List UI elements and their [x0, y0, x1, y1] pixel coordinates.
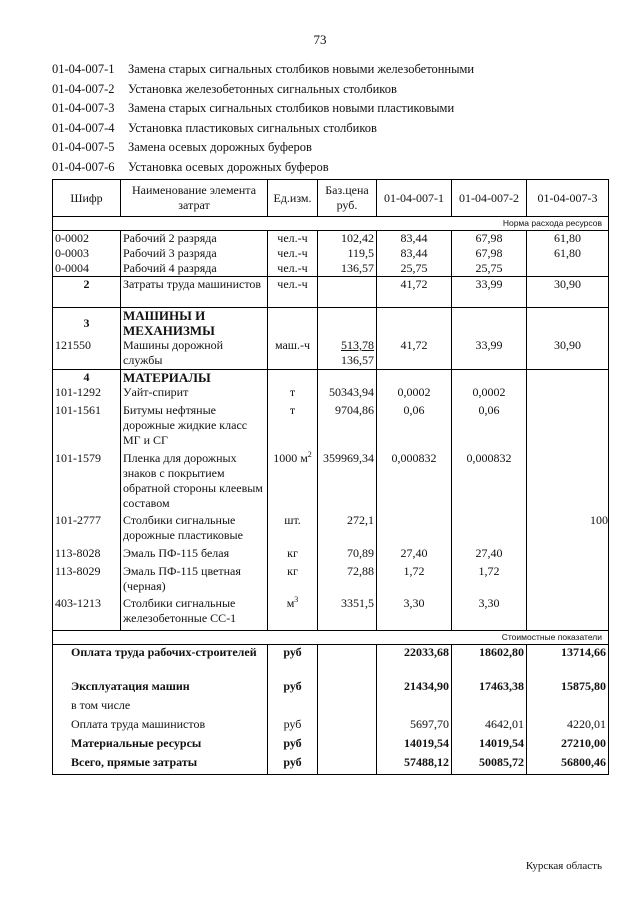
cell-name: Рабочий 3 разряда: [121, 246, 268, 261]
table-row: [53, 385, 609, 403]
cost-caption: Стоимостные показатели: [53, 631, 609, 645]
total-label: Эксплуатация машин: [53, 679, 268, 698]
col-header-c3: 01-04-007-3: [527, 180, 609, 217]
cell-unit: чел.-ч: [268, 246, 318, 261]
table-row: [53, 246, 609, 261]
total-unit: руб: [268, 679, 318, 698]
norm-caption-row: [53, 217, 609, 231]
total-c3: 27210,00: [527, 736, 609, 755]
cell-c1: 41,72: [377, 338, 452, 370]
total-label: Материальные ресурсы: [53, 736, 268, 755]
total-unit: руб: [268, 645, 318, 680]
cell-name: Столбики сигнальные железобетонные СС-1: [121, 596, 268, 631]
total-unit: руб: [268, 736, 318, 755]
cell-price: 50343,94: [318, 385, 377, 403]
cell-c2: 67,98: [452, 231, 527, 247]
cell-unit: т: [268, 403, 318, 451]
cell-code: 101-1561: [53, 403, 121, 451]
total-c3: 13714,66: [527, 645, 609, 680]
total-unit: руб: [268, 755, 318, 775]
header-code: 01-04-007-3: [52, 101, 115, 115]
total-c3: 4220,01: [527, 717, 609, 736]
header-line: [52, 60, 622, 80]
cell-price: [318, 338, 377, 370]
cell-unit: [268, 451, 318, 513]
cell-c1: 25,75: [377, 261, 452, 277]
cell-price: [318, 277, 377, 308]
cell-c1: 83,44: [377, 231, 452, 247]
cell-code: 403-1213: [53, 596, 121, 631]
cell-price: 9704,86: [318, 403, 377, 451]
table-row: [53, 596, 609, 631]
section-title: МАТЕРИАЛЫ: [121, 370, 268, 386]
total-c1: 21434,90: [377, 679, 452, 698]
cell-c3: 100: [527, 513, 609, 546]
unit-text: 1000 м: [273, 451, 308, 465]
cell-code: 121550: [53, 338, 121, 370]
header-code: 01-04-007-6: [52, 159, 115, 174]
cell-unit: [268, 596, 318, 631]
cell-unit: маш.-ч: [268, 338, 318, 370]
cell-c1: 3,30: [377, 596, 452, 631]
section-row: [53, 370, 609, 386]
cell-code: 0-0003: [53, 246, 121, 261]
header-code: 01-04-007-5: [52, 140, 115, 154]
cell-name: Пленка для дорожных знаков с покрытием обратной стороны клеевым составом: [121, 451, 268, 513]
header-text: Установка пластиковых сигнальных столбиков: [128, 120, 377, 135]
cell-c2: [452, 513, 527, 546]
total-label: Оплата труда машинистов: [53, 717, 268, 736]
cell-c3: [527, 403, 609, 451]
header-text: Установка железобетонных сигнальных столбиков: [128, 81, 397, 96]
cell-price: 359969,34: [318, 451, 377, 513]
resource-table: [52, 179, 609, 775]
header-text: Установка осевых дорожных буферов: [128, 159, 329, 174]
header-text: Замена старых сигнальных столбиков новыми железобетонными: [128, 62, 475, 76]
col-header-c1: 01-04-007-1: [377, 180, 452, 217]
unit-exponent: 3: [294, 595, 299, 604]
cell-price: 102,42: [318, 231, 377, 247]
cell-c2: 1,72: [452, 564, 527, 596]
cell-name: Эмаль ПФ-115 белая: [121, 546, 268, 564]
cell-c3: [527, 546, 609, 564]
cell-c1: 83,44: [377, 246, 452, 261]
total-c2: 50085,72: [452, 755, 527, 775]
unit-text: м: [286, 596, 295, 610]
cell-unit: кг: [268, 564, 318, 596]
cell-c2: 33,99: [452, 277, 527, 308]
col-header-c2: 01-04-007-2: [452, 180, 527, 217]
cell-price: 3351,5: [318, 596, 377, 631]
cell-price: 272,1: [318, 513, 377, 546]
header-code: 01-04-007-1: [52, 62, 115, 76]
header-line: [52, 119, 622, 139]
cell-c1: 27,40: [377, 546, 452, 564]
table-row: [53, 564, 609, 596]
table-row: [53, 231, 609, 247]
cell-c3: [527, 261, 609, 277]
cell-price: 119,5: [318, 246, 377, 261]
totals-row: [53, 679, 609, 698]
section-row: [53, 308, 609, 339]
cell-c3: [527, 564, 609, 596]
cell-code: 3: [53, 308, 121, 339]
cell-name: Столбики сигнальные дорожные пластиковые: [121, 513, 268, 546]
cell-unit: чел.-ч: [268, 277, 318, 308]
header-line: [52, 80, 622, 100]
table-row: [53, 338, 609, 370]
totals-row: [53, 645, 609, 680]
cell-name: Эмаль ПФ-115 цветная (черная): [121, 564, 268, 596]
cell-c2: 3,30: [452, 596, 527, 631]
cell-c2: 0,000832: [452, 451, 527, 513]
cell-code: 2: [53, 277, 121, 308]
table-row: [53, 546, 609, 564]
col-header-name: Наименование элемента затрат: [121, 180, 268, 217]
cell-price: 70,89: [318, 546, 377, 564]
cell-c3: 61,80: [527, 231, 609, 247]
unit-exponent: 2: [307, 450, 312, 459]
cell-unit: кг: [268, 546, 318, 564]
cell-name: Машины дорожной службы: [121, 338, 268, 370]
cell-code: 101-2777: [53, 513, 121, 546]
cell-code: 0-0002: [53, 231, 121, 247]
total-c2: 4642,01: [452, 717, 527, 736]
cell-c3: 30,90: [527, 277, 609, 308]
cell-c2: 33,99: [452, 338, 527, 370]
cell-c3: [527, 596, 609, 631]
table-row: [53, 277, 609, 308]
cell-code: 113-8029: [53, 564, 121, 596]
price-bottom: 136,57: [341, 353, 374, 367]
cell-c2: 67,98: [452, 246, 527, 261]
cell-c2: 25,75: [452, 261, 527, 277]
cell-c2: 0,0002: [452, 385, 527, 403]
header-text: Замена осевых дорожных буферов: [128, 140, 312, 154]
total-c3: 15875,80: [527, 679, 609, 698]
section-header-list: [52, 60, 622, 177]
cell-c1: 1,72: [377, 564, 452, 596]
header-line: [52, 99, 622, 119]
total-c2: 18602,80: [452, 645, 527, 680]
total-label: Всего, прямые затраты: [53, 755, 268, 775]
col-header-unit: Ед.изм.: [268, 180, 318, 217]
table-row: [53, 513, 609, 546]
total-label: Оплата труда рабочих-строителей: [53, 645, 268, 680]
header-line: [52, 138, 622, 158]
total-label: в том числе: [53, 698, 268, 717]
cell-name: Затраты труда машинистов: [121, 277, 268, 308]
col-header-price: Баз.цена руб.: [318, 180, 377, 217]
cell-code: 0-0004: [53, 261, 121, 277]
cell-unit: чел.-ч: [268, 261, 318, 277]
cell-unit: чел.-ч: [268, 231, 318, 247]
totals-row: [53, 755, 609, 775]
total-c1: 22033,68: [377, 645, 452, 680]
total-c3: 56800,46: [527, 755, 609, 775]
cell-c2: 0,06: [452, 403, 527, 451]
totals-row: [53, 717, 609, 736]
header-line: [52, 158, 622, 178]
norm-caption: Норма расхода ресурсов: [53, 217, 609, 231]
total-c1: 14019,54: [377, 736, 452, 755]
cell-unit: шт.: [268, 513, 318, 546]
header-code: 01-04-007-2: [52, 81, 115, 96]
cell-code: 4: [53, 370, 121, 386]
page-number: 73: [313, 32, 327, 47]
table-row: [53, 261, 609, 277]
header-code: 01-04-007-4: [52, 120, 115, 135]
section-title: МАШИНЫ И МЕХАНИЗМЫ: [121, 308, 268, 339]
cell-price: 72,88: [318, 564, 377, 596]
cost-caption-row: [53, 631, 609, 645]
cell-c1: 0,000832: [377, 451, 452, 513]
col-header-code: Шифр: [53, 180, 121, 217]
total-c1: 57488,12: [377, 755, 452, 775]
cell-unit: т: [268, 385, 318, 403]
price-top: 513,78: [341, 338, 374, 352]
totals-row: [53, 736, 609, 755]
total-c2: 17463,38: [452, 679, 527, 698]
cell-code: 101-1579: [53, 451, 121, 513]
total-c1: 5697,70: [377, 717, 452, 736]
header-text: Замена старых сигнальных столбиков новыми пластиковыми: [128, 101, 455, 115]
total-c2: 14019,54: [452, 736, 527, 755]
table-row: [53, 403, 609, 451]
cell-c3: 30,90: [527, 338, 609, 370]
cell-name: Рабочий 4 разряда: [121, 261, 268, 277]
table-row: [53, 451, 609, 513]
cell-c3: [527, 385, 609, 403]
cell-c1: 0,0002: [377, 385, 452, 403]
cell-name: Битумы нефтяные дорожные жидкие класс МГ и СГ: [121, 403, 268, 451]
cell-c1: 41,72: [377, 277, 452, 308]
table-header-row: [53, 180, 609, 217]
cell-name: Рабочий 2 разряда: [121, 231, 268, 247]
cell-c2: 27,40: [452, 546, 527, 564]
cell-name: Уайт-спирит: [121, 385, 268, 403]
cell-code: 113-8028: [53, 546, 121, 564]
cell-price: 136,57: [318, 261, 377, 277]
cell-c1: 0,06: [377, 403, 452, 451]
cell-c1: [377, 513, 452, 546]
cell-c3: 61,80: [527, 246, 609, 261]
cell-code: 101-1292: [53, 385, 121, 403]
totals-row: [53, 698, 609, 717]
cell-c3: [527, 451, 609, 513]
total-unit: руб: [268, 717, 318, 736]
region-footer: Курская область: [525, 860, 602, 872]
